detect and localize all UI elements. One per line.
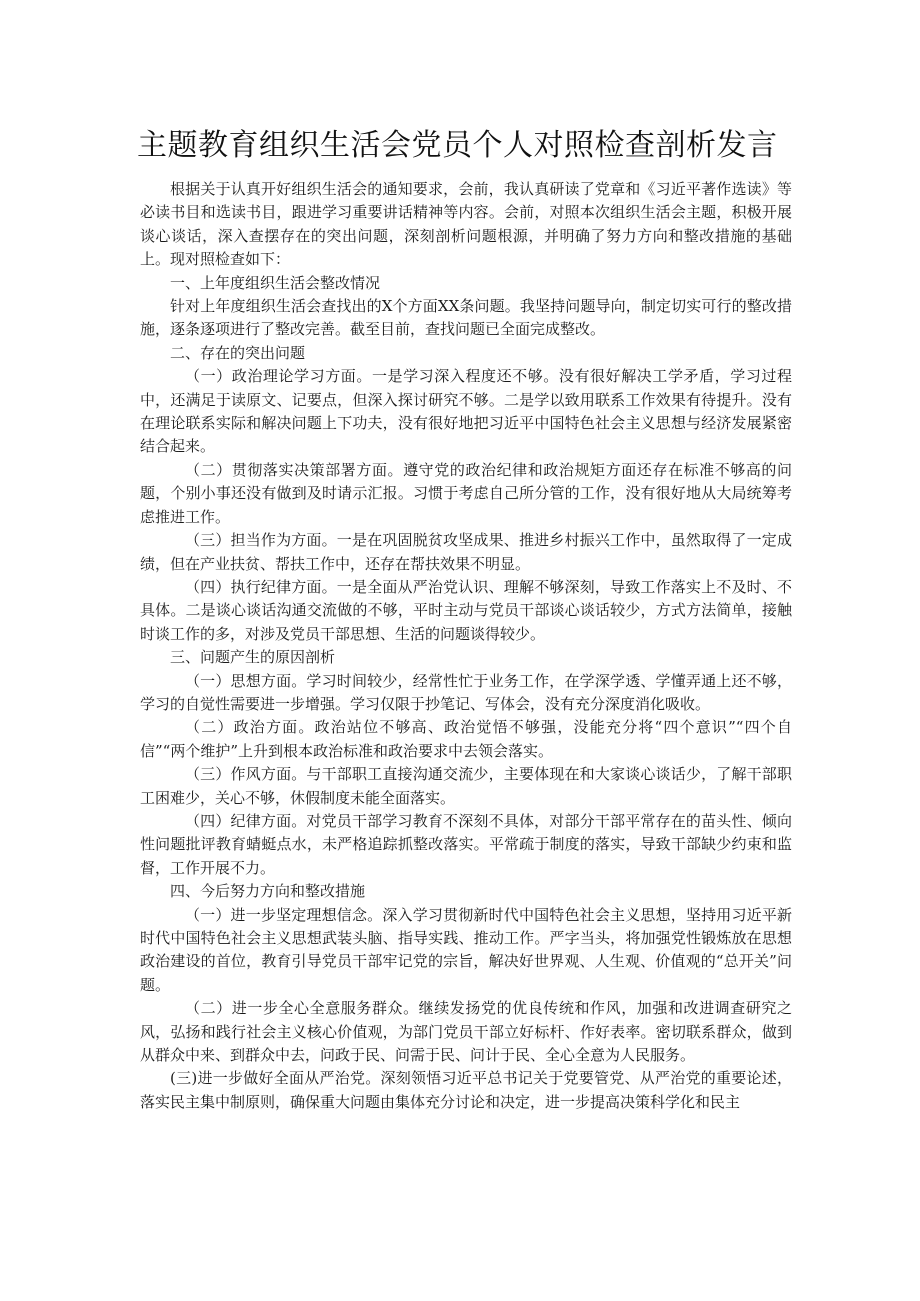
intro-paragraph: 根据关于认真开好组织生活会的通知要求，会前，我认真研读了党章和《习近平著作选读》等必读书目和选读书目，跟进学习重要讲话精神等内容。会前，对照本次组织生活会主题，积极开展谈心谈话，深入查摆存在的突出问题，深刻剖析问题根源，并明确了努力方向和整改措施的基础上。现对照检查如下： xyxy=(140,180,792,269)
paragraph: 针对上年度组织生活会查找出的X个方面XX条问题。我坚持问题导向，制定切实可行的整改措施，逐条逐项进行了整改完善。截至目前，查找问题已全面完成整改。 xyxy=(140,297,792,339)
document-body xyxy=(140,178,792,1114)
section-heading-4: 四、今后努力方向和整改措施 xyxy=(170,882,366,901)
paragraph: （三）担当作为方面。一是在巩固脱贫攻坚成果、推进乡村振兴工作中，虽然取得了一定成绩，但在产业扶贫、帮扶工作中，还存在帮扶效果不明显。 xyxy=(140,531,792,573)
paragraph: （二）进一步全心全意服务群众。继续发扬党的优良传统和作风，加强和改进调查研究之风，弘扬和践行社会主义核心价值观，为部门党员干部立好标杆、作好表率。密切联系群众，做到从群众中来、到群众中去，问政于民、问需于民、问计于民、全心全意为人民服务。 xyxy=(140,999,792,1065)
paragraph: (三)进一步做好全面从严治党。深刻领悟习近平总书记关于党要管党、从严治党的重要论述，落实民主集中制原则，确保重大问题由集体充分讨论和决定，进一步提高决策科学化和民主 xyxy=(140,1069,792,1111)
section-heading-1: 一、上年度组织生活会整改情况 xyxy=(170,273,381,292)
section-heading-2: 二、存在的突出问题 xyxy=(170,343,306,362)
paragraph: （二）贯彻落实决策部署方面。遵守党的政治纪律和政治规矩方面还存在标准不够高的问题，个别小事还没有做到及时请示汇报。习惯于考虑自己所分管的工作，没有很好地从大局统筹考虑推进工作。 xyxy=(140,460,792,526)
paragraph: （一）进一步坚定理想信念。深入学习贯彻新时代中国特色社会主义思想，坚持用习近平新时代中国特色社会主义思想武装头脑、指导实践、推动工作。严字当头，将加强党性锻炼放在思想政治建设的首位，教育引导党员干部牢记党的宗旨，解决好世界观、人生观、价值观的“总开关”问题。 xyxy=(140,905,792,994)
paragraph: （四）执行纪律方面。一是全面从严治党认识、理解不够深刻，导致工作落实上不及时、不具体。二是谈心谈话沟通交流做的不够，平时主动与党员干部谈心谈话较少，方式方法简单，接触时谈工作的多，对涉及党员干部思想、生活的问题谈得较少。 xyxy=(140,577,792,643)
paragraph: （一）思想方面。学习时间较少，经常性忙于业务工作，在学深学透、学懂弄通上还不够，学习的自觉性需要进一步增强。学习仅限于抄笔记、写体会，没有充分深度消化吸收。 xyxy=(140,671,792,713)
section-heading-3: 三、问题产生的原因剖析 xyxy=(170,648,336,667)
paragraph: （二）政治方面。政治站位不够高、政治觉悟不够强，没能充分将“四个意识”“四个自信”“两个维护”上升到根本政治标准和政治要求中去领会落实。 xyxy=(140,718,792,760)
document-title: 主题教育组织生活会党员个人对照检查剖析发言 xyxy=(137,128,778,163)
paragraph: （四）纪律方面。对党员干部学习教育不深刻不具体，对部分干部平常存在的苗头性、倾向性问题批评教育蜻蜓点水，未严格追踪抓整改落实。平常疏于制度的落实，导致干部缺少约束和监督，工作开展不力。 xyxy=(140,811,792,877)
paragraph: （一）政治理论学习方面。一是学习深入程度还不够。没有很好解决工学矛盾，学习过程中，还满足于读原文、记要点，但深入探讨研究不够。二是学以致用联系工作效果有待提升。没有在理论联系实际和解决问题上下功夫，没有很好地把习近平中国特色社会主义思想与经济发展紧密结合起来。 xyxy=(140,367,792,456)
paragraph: （三）作风方面。与干部职工直接沟通交流少，主要体现在和大家谈心谈话少，了解干部职工困难少，关心不够，休假制度未能全面落实。 xyxy=(140,765,792,807)
